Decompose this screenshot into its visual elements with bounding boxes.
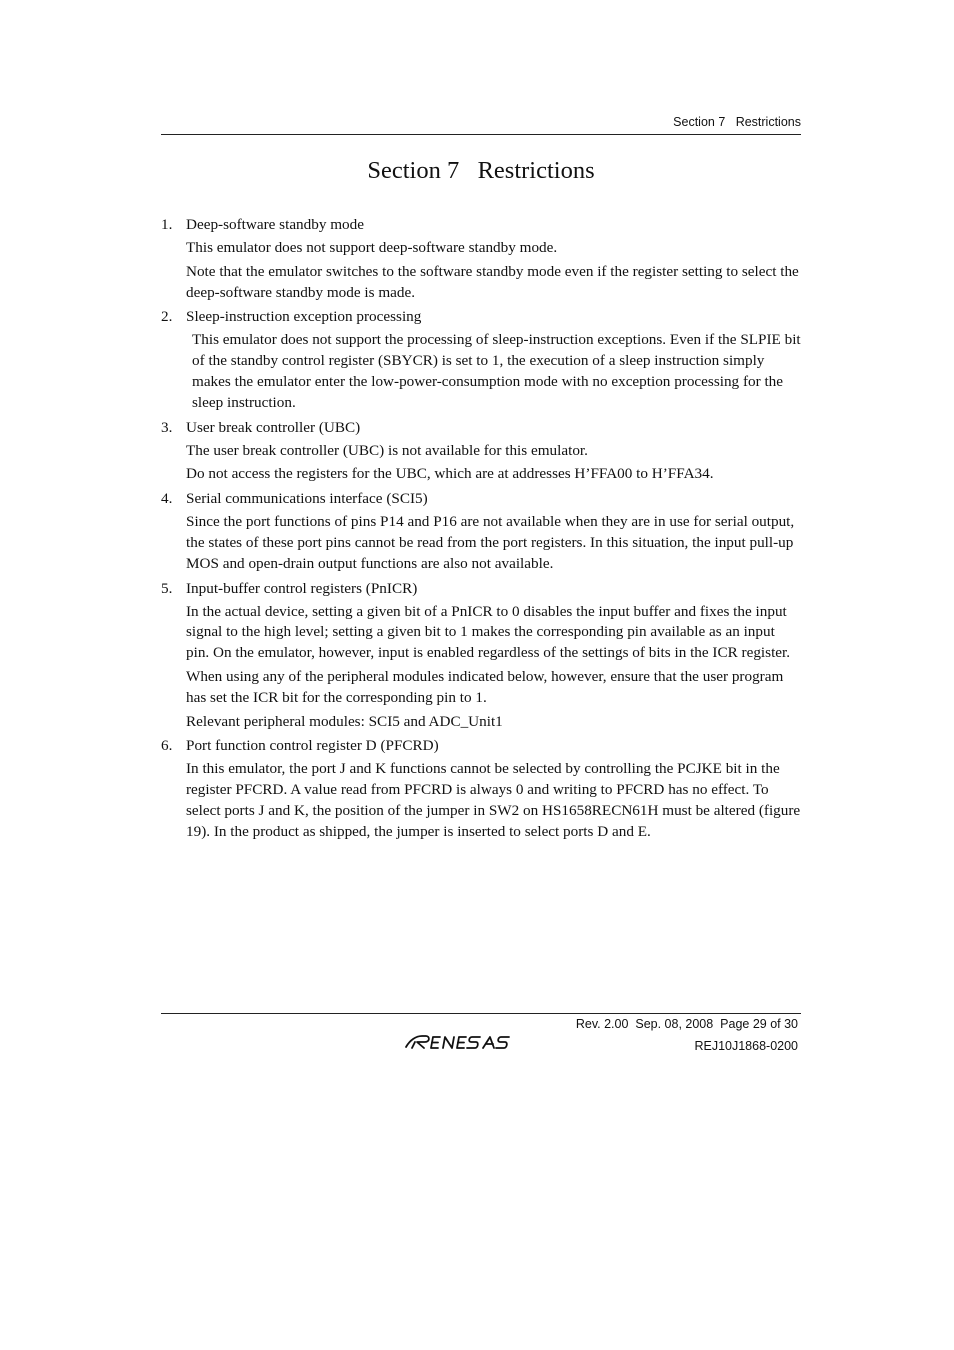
- item-paragraph: This emulator does not support deep-software standby mode.: [186, 239, 558, 256]
- item-title: Deep-software standby mode: [186, 216, 364, 233]
- running-header: Section 7 Restrictions: [673, 115, 801, 129]
- item-paragraph: Since the port functions of pins P14 and P16 are not available when they are in use for serial output, the states of these port pins cannot be read from the port registers. In this situation, the input pull-up MOS and open-drain output functions are also not available.: [186, 513, 795, 572]
- list-item: [161, 488, 801, 574]
- content: [161, 211, 801, 843]
- list-item: [161, 417, 801, 486]
- item-paragraph: In the actual device, setting a given bit of a PnICR to 0 disables the input buffer and fixes the input signal to the high level; setting a given bit to 1 makes the corresponding pin available as an input pin. On the emulator, however, input is enabled regardless of the settings of bits in the ICR register.: [186, 602, 791, 662]
- item-heading: [161, 488, 801, 509]
- header-rule: [161, 134, 801, 135]
- item-title: Serial communications interface (SCI5): [186, 490, 428, 508]
- list-item: [161, 306, 801, 413]
- item-number: 6.: [161, 737, 173, 755]
- item-paragraph: The user break controller (UBC) is not available for this emulator.: [186, 441, 588, 459]
- item-paragraph: This emulator does not support the processing of sleep-instruction exceptions. Even if the SLPIE bit of the standby control register (SBYCR) is set to 1, the execution of a sleep instruction simply makes the emulator enter the low-power-consumption mode with no exception processing for the sleep instruction.: [192, 331, 801, 411]
- item-heading: [161, 214, 801, 235]
- item-title: Input-buffer control registers (PnICR): [186, 579, 418, 597]
- item-heading: [161, 417, 801, 438]
- item-paragraph: In this emulator, the port J and K functions cannot be selected by controlling the PCJKE bit in the register PFCRD. A value read from PFCRD is always 0 and writing to PFCRD has no effect. To select ports J and K, the position of the jumper in SW2 on HS1658RECN61H must be altered (figure 19). In the product as shipped, the jumper is inserted to select ports D and E.: [186, 760, 801, 840]
- list-item: [161, 578, 801, 733]
- item-number: 5.: [161, 579, 173, 597]
- item-title: User break controller (UBC): [186, 418, 361, 436]
- item-number: 3.: [161, 418, 173, 436]
- item-paragraph: Relevant peripheral modules: SCI5 and ADC_Unit1: [186, 712, 503, 730]
- item-title: Port function control register D (PFCRD): [186, 737, 439, 755]
- item-heading: [161, 735, 801, 756]
- page-title: Section 7 Restrictions: [367, 157, 595, 184]
- list-item: [161, 214, 801, 303]
- list-item: [161, 735, 801, 842]
- item-heading: [161, 306, 801, 327]
- item-paragraph: Note that the emulator switches to the software standby mode even if the register setting to select the deep-software standby mode is made.: [186, 262, 799, 301]
- footer-doc-number: REJ10J1868-0200: [694, 1039, 798, 1053]
- item-heading: [161, 578, 801, 599]
- item-number: 1.: [161, 216, 173, 233]
- footer-revision: Rev. 2.00 Sep. 08, 2008 Page 29 of 30: [575, 1017, 798, 1031]
- item-paragraph: Do not access the registers for the UBC, which are at addresses H’FFA00 to H’FFA34.: [186, 465, 714, 483]
- item-number: 4.: [161, 490, 173, 508]
- item-title: Sleep-instruction exception processing: [186, 308, 422, 326]
- item-number: 2.: [161, 308, 173, 326]
- footer-rule: [161, 1013, 801, 1014]
- item-paragraph: When using any of the peripheral modules indicated below, however, ensure that the user program has set the ICR bit for the corresponding pin to 1.: [186, 667, 784, 706]
